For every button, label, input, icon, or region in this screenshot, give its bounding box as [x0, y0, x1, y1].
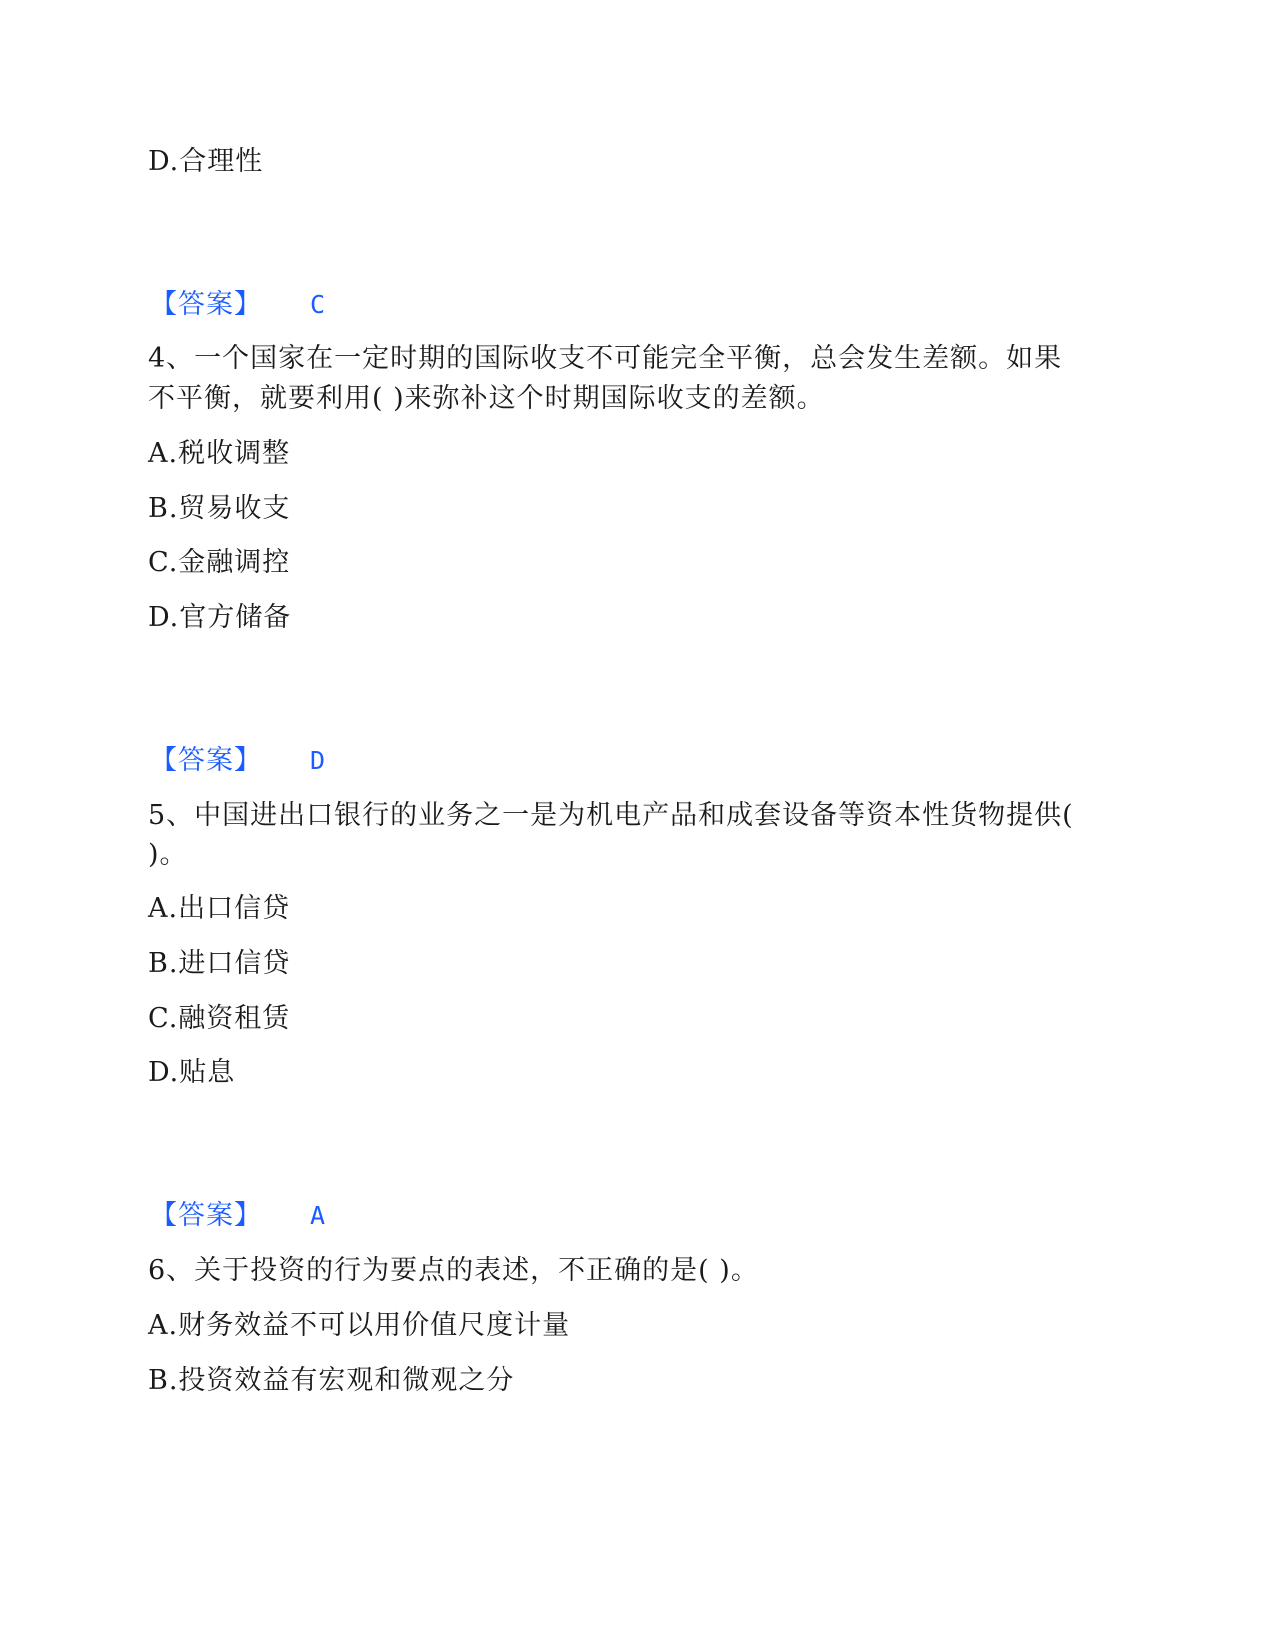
q4-answer: [150, 741, 325, 781]
q5-option-c: C.融资租赁: [148, 1003, 291, 1034]
q4-option-b: B.贸易收支: [148, 493, 291, 524]
q3-answer-value: C: [310, 290, 326, 319]
q5-question-line1: 5、中国进出口银行的业务之一是为机电产品和成套设备等资本性货物提供(: [148, 800, 1074, 831]
q6-option-b: B.投资效益有宏观和微观之分: [148, 1365, 515, 1396]
q3-answer-label: 【答案】: [150, 289, 262, 320]
q5-option-b: B.进口信贷: [148, 948, 291, 979]
q6-option-a: A.财务效益不可以用价值尺度计量: [148, 1310, 571, 1341]
q5-option-a: A.出口信贷: [148, 893, 291, 924]
q6-question-line1: 6、关于投资的行为要点的表述，不正确的是( )。: [148, 1255, 759, 1286]
q5-answer-label: 【答案】: [150, 1200, 262, 1231]
q3-option-d: D.合理性: [148, 146, 264, 177]
q5-answer-value: A: [310, 1201, 326, 1230]
q4-question-line2: 不平衡，就要利用( )来弥补这个时期国际收支的差额。: [148, 383, 825, 414]
q5-option-d: D.贴息: [148, 1057, 236, 1088]
q5-answer: [150, 1196, 325, 1236]
q4-answer-value: D: [310, 746, 326, 775]
q4-question-line1: 4、一个国家在一定时期的国际收支不可能完全平衡，总会发生差额。如果: [148, 343, 1063, 374]
q4-option-a: A.税收调整: [148, 438, 291, 469]
q3-answer: [150, 285, 325, 325]
q4-option-c: C.金融调控: [148, 547, 291, 578]
q5-question-line2: )。: [148, 839, 188, 870]
q4-option-d: D.官方储备: [148, 602, 292, 633]
q4-answer-label: 【答案】: [150, 745, 262, 776]
